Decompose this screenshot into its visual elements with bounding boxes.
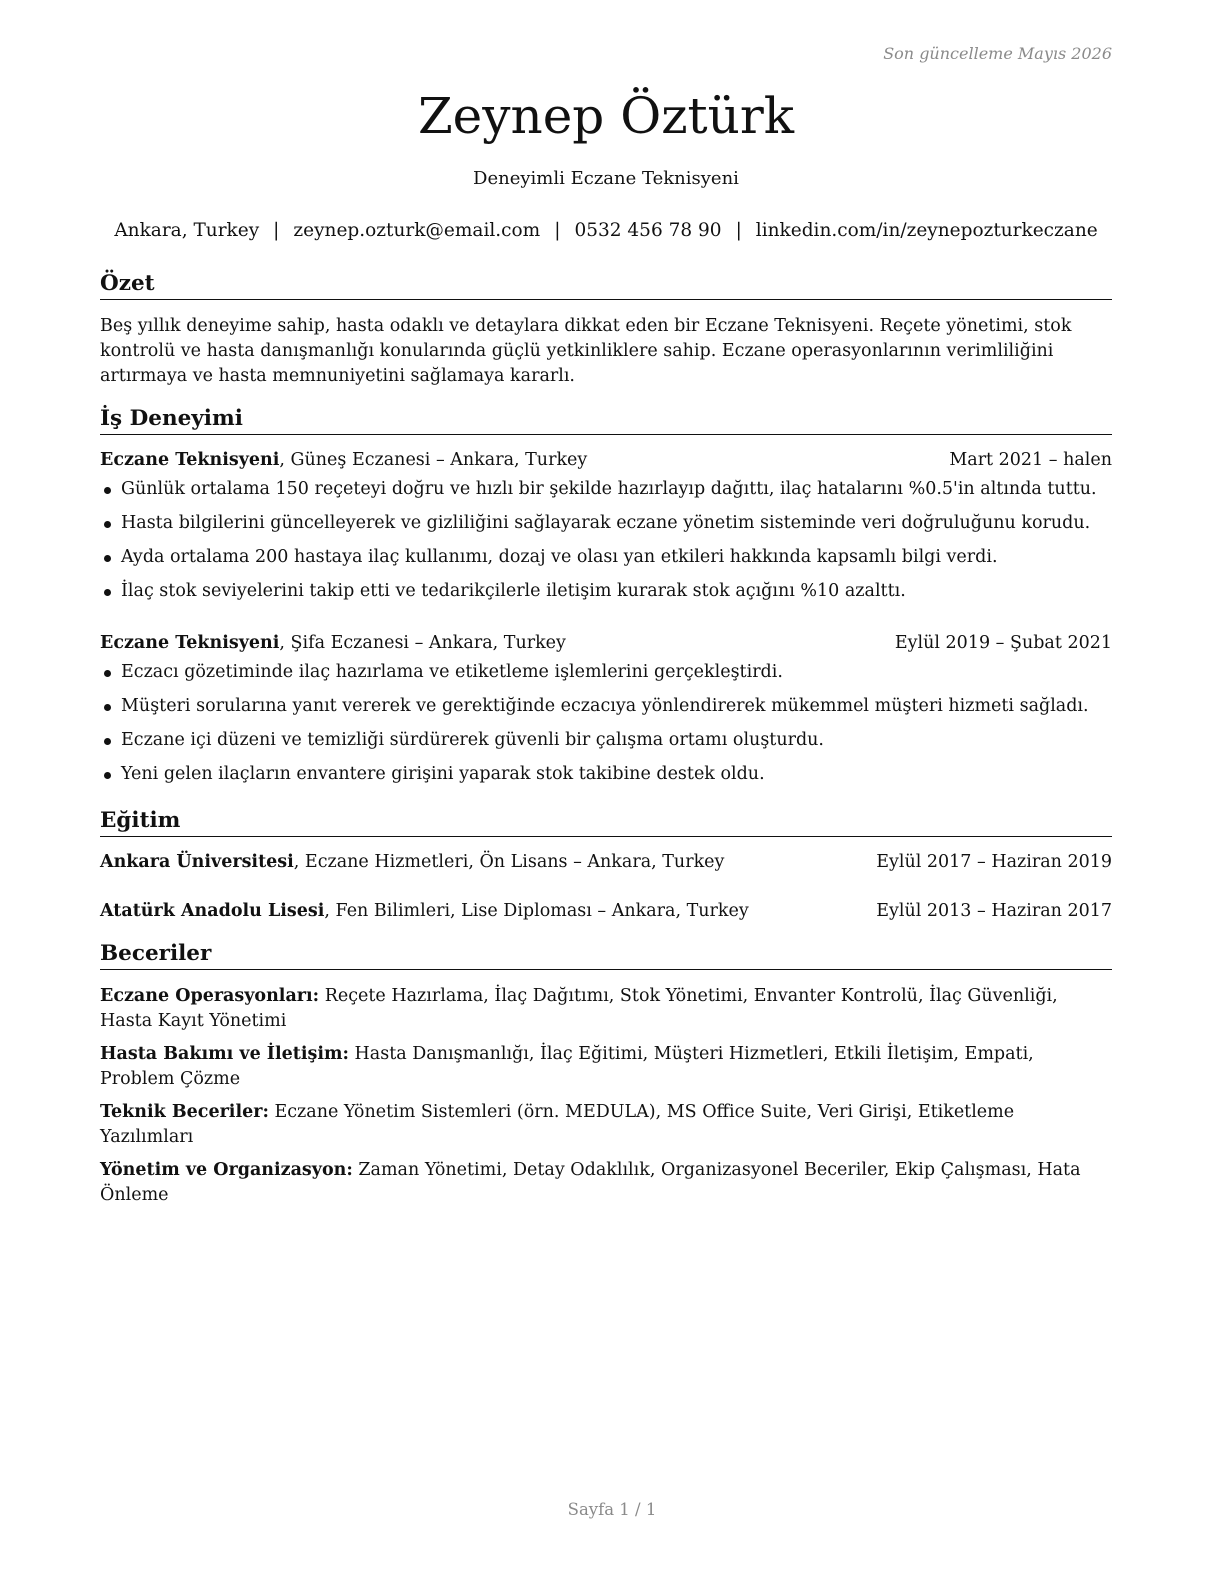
bullet-item: İlaç stok seviyelerini takip etti ve tedarikçilerle iletişim kurarak stok açığını %10 azalttı. xyxy=(100,579,1112,604)
page-number: Sayfa 1 / 1 xyxy=(567,1500,657,1519)
skills-list xyxy=(100,984,1112,1216)
job-role: Eczane Teknisyeni xyxy=(100,450,280,470)
skill-value: Eczane Yönetim Sistemleri (örn. MEDULA), MS Office Suite, Veri Girişi, Etiketleme Yazılımları xyxy=(100,1102,1015,1147)
candidate-name: Zeynep Öztürk xyxy=(417,87,795,145)
last-updated: Son güncelleme Mayıs 2026 xyxy=(883,44,1112,63)
skill-label: Eczane Operasyonları: xyxy=(100,986,320,1006)
bullet-item: Eczane içi düzeni ve temizliği sürdürerek güvenli bir çalışma ortamı oluşturdu. xyxy=(100,728,1112,753)
contact-separator: | xyxy=(735,220,742,241)
contact-linkedin-link[interactable]: linkedin.com/in/zeynepozturkeczane xyxy=(755,220,1098,241)
skill-label: Hasta Bakımı ve İletişim: xyxy=(100,1044,349,1064)
skill-row xyxy=(100,1042,1112,1092)
section-title-skills: Beceriler xyxy=(100,940,1112,970)
job-bullets xyxy=(100,660,1112,787)
candidate-headline: Deneyimli Eczane Teknisyeni xyxy=(473,168,739,189)
job-dates: Mart 2021 – halen xyxy=(949,450,1112,470)
education-title xyxy=(100,899,749,924)
skill-row xyxy=(100,984,1112,1034)
education-school: Ankara Üniversitesi xyxy=(100,852,294,872)
education-entry xyxy=(100,850,1112,875)
skill-value: Zaman Yönetimi, Detay Odaklılık, Organizasyonel Beceriler, Ekip Çalışması, Hata Önleme xyxy=(100,1160,1081,1205)
job-company: , Şifa Eczanesi – Ankara, Turkey xyxy=(279,633,566,653)
job-role: Eczane Teknisyeni xyxy=(100,633,280,653)
contact-location: Ankara, Turkey xyxy=(114,220,260,241)
education-dates: Eylül 2013 – Haziran 2017 xyxy=(876,901,1112,921)
job-dates: Eylül 2019 – Şubat 2021 xyxy=(894,633,1112,653)
bullet-item: Ayda ortalama 200 hastaya ilaç kullanımı, dozaj ve olası yan etkileri hakkında kapsamlı bilgi verdi. xyxy=(100,545,1112,570)
education-entry xyxy=(100,899,1112,924)
education-detail: , Fen Bilimleri, Lise Diploması – Ankara, Turkey xyxy=(324,901,749,921)
skill-row xyxy=(100,1100,1112,1150)
job-header xyxy=(100,631,1112,656)
contact-email-link[interactable]: zeynep.ozturk@email.com xyxy=(293,220,541,241)
section-title-experience: İş Deneyimi xyxy=(100,405,1112,435)
skill-label: Teknik Beceriler: xyxy=(100,1102,269,1122)
education-dates: Eylül 2017 – Haziran 2019 xyxy=(876,852,1112,872)
job-bullets xyxy=(100,477,1112,604)
contact-separator: | xyxy=(554,220,561,241)
job-header xyxy=(100,448,1112,473)
skill-value: Reçete Hazırlama, İlaç Dağıtımı, Stok Yönetimi, Envanter Kontrolü, İlaç Güvenliği, Hasta Kayıt Yönetimi xyxy=(100,986,1058,1031)
skill-label: Yönetim ve Organizasyon: xyxy=(100,1160,353,1180)
skill-row xyxy=(100,1158,1112,1208)
section-title-education: Eğitim xyxy=(100,807,1112,837)
bullet-item: Müşteri sorularına yanıt vererek ve gerektiğinde eczacıya yönlendirerek mükemmel müşteri hizmeti sağladı. xyxy=(100,694,1112,719)
job-entry xyxy=(100,448,1112,613)
education-detail: , Eczane Hizmetleri, Ön Lisans – Ankara, Turkey xyxy=(293,852,725,872)
contact-phone: 0532 456 78 90 xyxy=(574,220,722,241)
bullet-item: Günlük ortalama 150 reçeteyi doğru ve hızlı bir şekilde hazırlayıp dağıttı, ilaç hatalarını %0.5'in altında tuttu. xyxy=(100,477,1112,502)
bullet-item: Yeni gelen ilaçların envantere girişini yaparak stok takibine destek oldu. xyxy=(100,762,1112,787)
job-title xyxy=(100,448,587,473)
education-school: Atatürk Anadolu Lisesi xyxy=(100,901,325,921)
bullet-item: Hasta bilgilerini güncelleyerek ve gizliliğini sağlayarak eczane yönetim sisteminde veri doğruluğunu korudu. xyxy=(100,511,1112,536)
job-title xyxy=(100,631,566,656)
section-title-summary: Özet xyxy=(100,270,1112,300)
contact-line xyxy=(100,218,1112,244)
summary-text: Beş yıllık deneyime sahip, hasta odaklı ve detaylara dikkat eden bir Eczane Teknisyeni. Reçete yönetimi, stok kontrolü ve hasta danışmanlığı konularında güçlü yetkinliklere sahip. Eczane operasyonlarının verimliliğini artırmaya ve hasta memnuniyetini sağlamaya kararlı. xyxy=(100,316,1072,386)
bullet-item: Eczacı gözetiminde ilaç hazırlama ve etiketleme işlemlerini gerçekleştirdi. xyxy=(100,660,1112,685)
job-entry xyxy=(100,631,1112,796)
contact-separator: | xyxy=(273,220,280,241)
education-title xyxy=(100,850,724,875)
job-company: , Güneş Eczanesi – Ankara, Turkey xyxy=(279,450,588,470)
skill-value: Hasta Danışmanlığı, İlaç Eğitimi, Müşteri Hizmetleri, Etkili İletişim, Empati, Problem Çözme xyxy=(100,1044,1034,1089)
